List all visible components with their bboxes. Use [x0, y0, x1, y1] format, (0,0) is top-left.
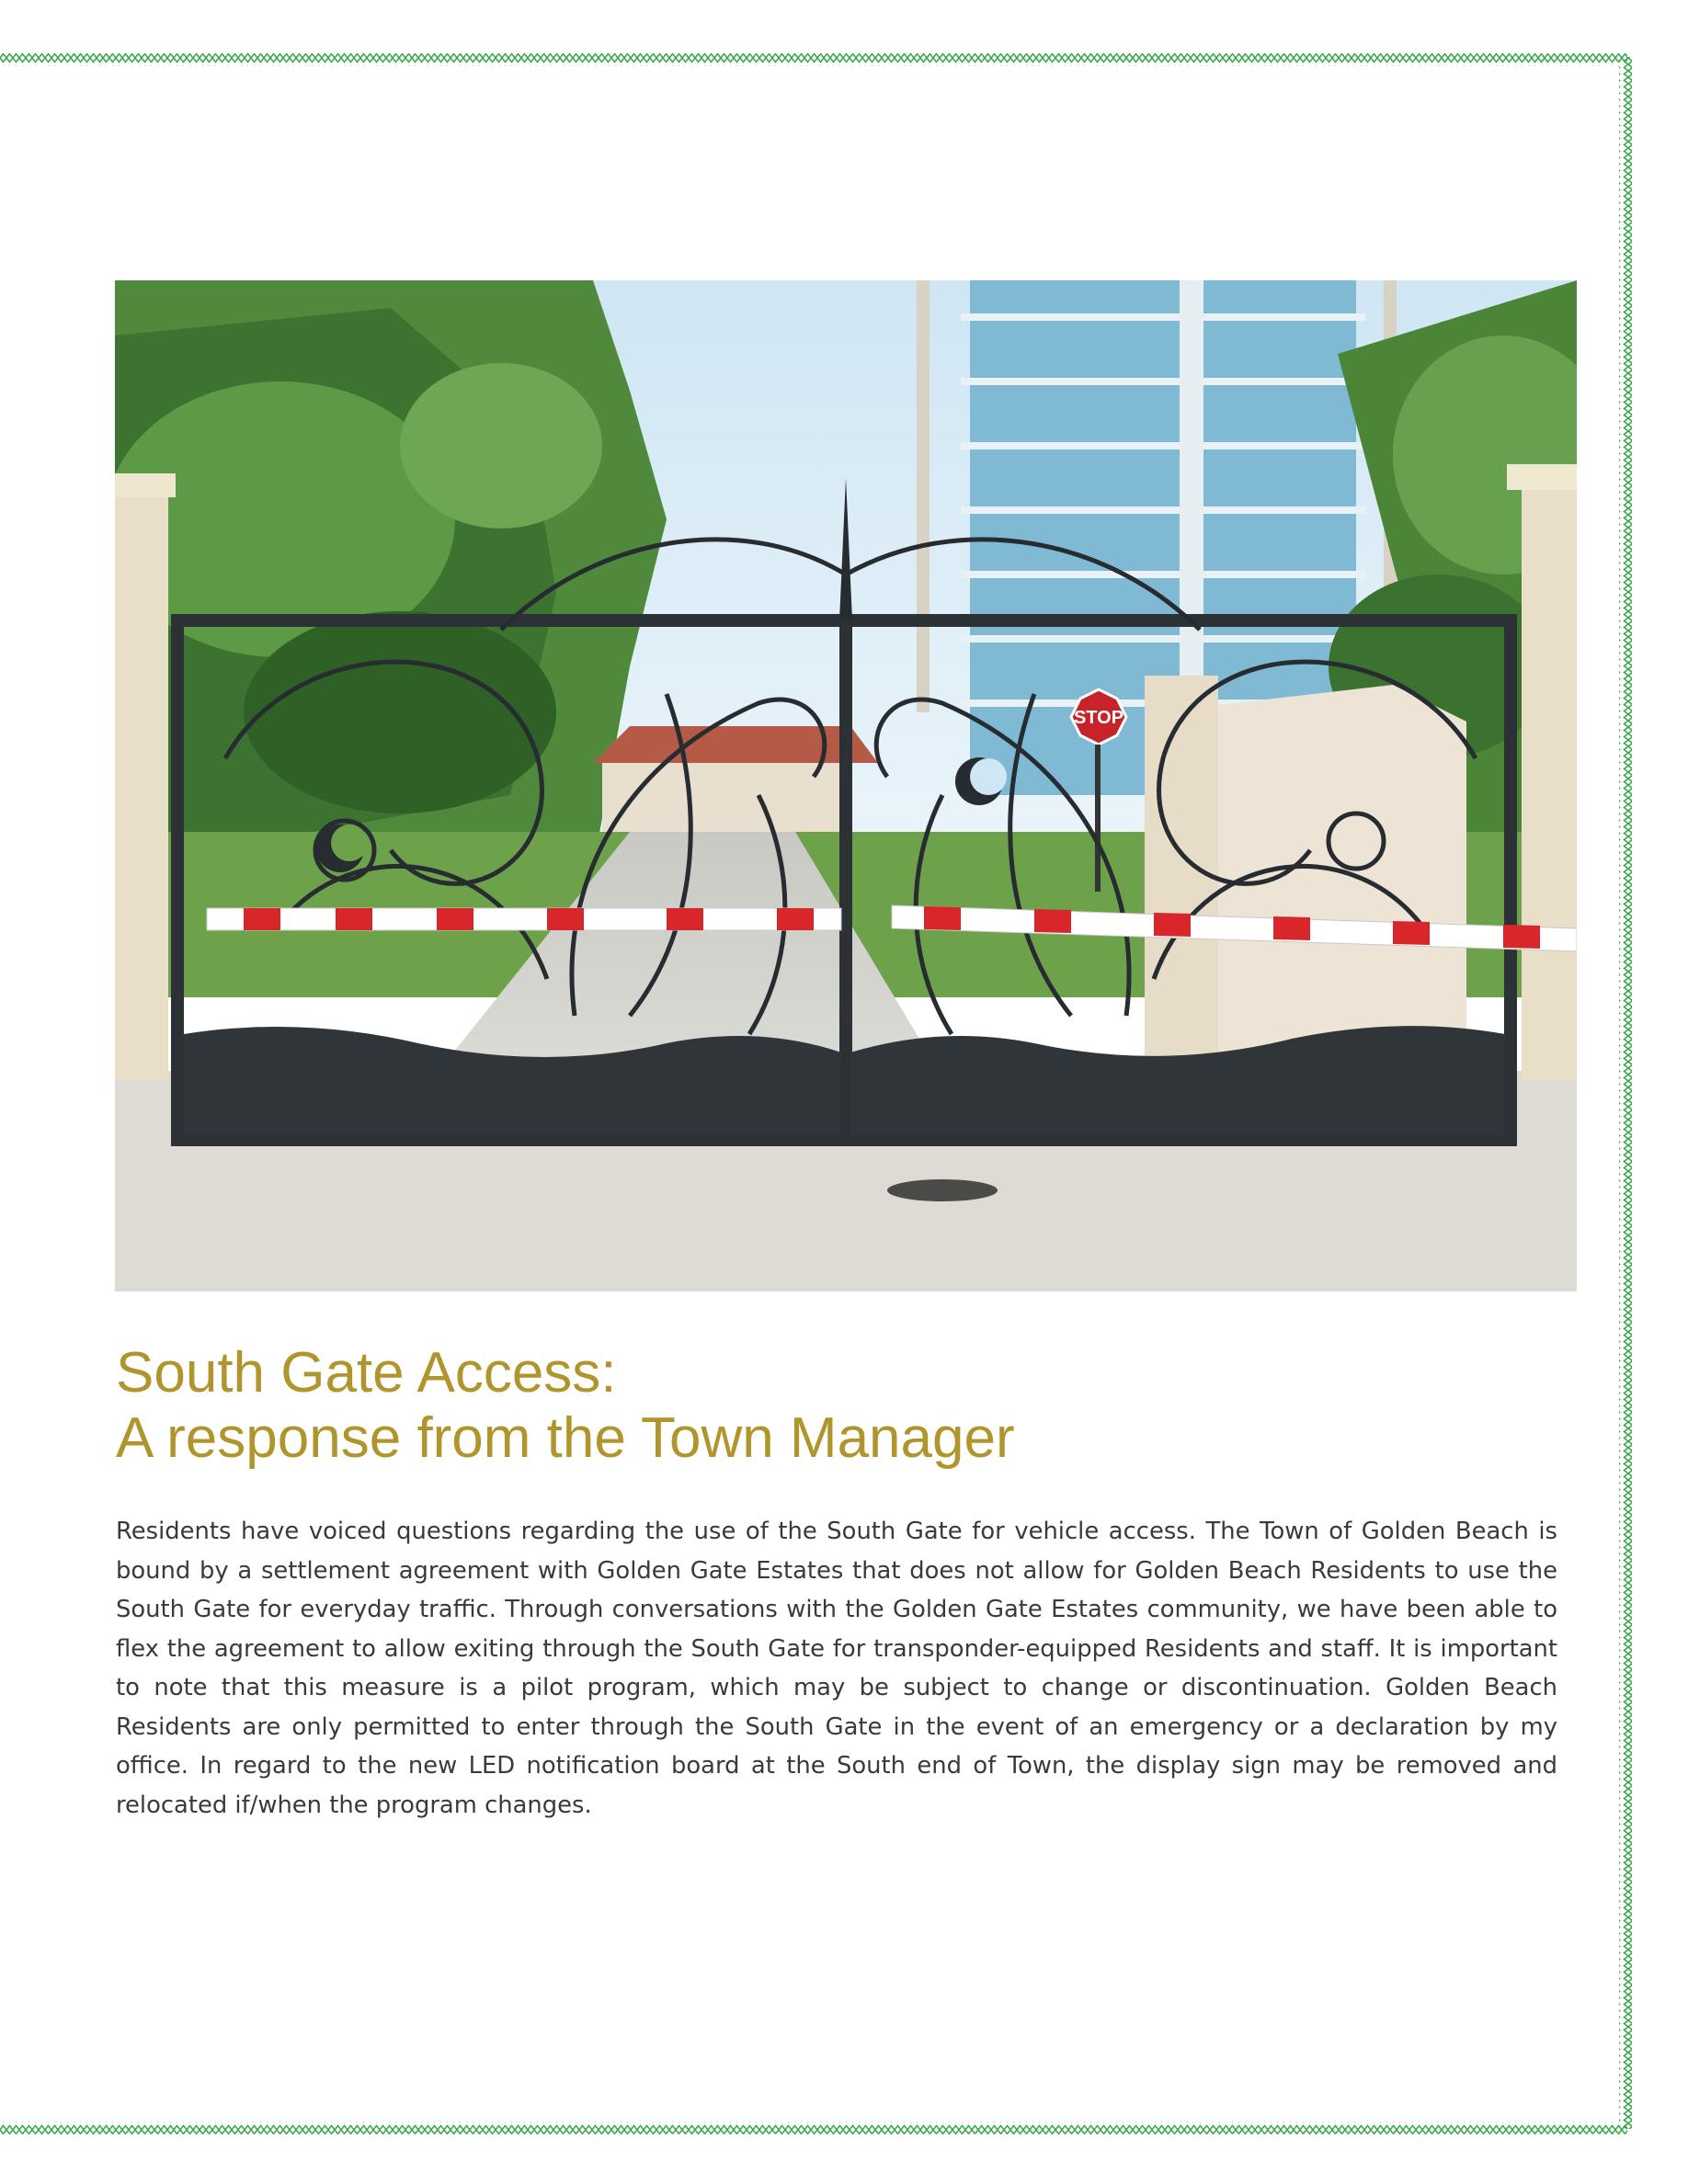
article-title-line-2: A response from the Town Manager [116, 1406, 1015, 1470]
border-right [1619, 57, 1632, 2129]
article-body: Residents have voiced questions regarding the use of the South Gate for vehicle access. The Town of Golden Beach is bound by a settlement agreement with Golden Gate Estates that does not allow for Golden Beach Residents to use the South Gate for everyday traffic. Through conversations with the Golden Gate Estates community, we have been able to flex the agreement to allow exiting through the South Gate for transponder-equipped Residents and staff. It is important to note that this measure is a pilot program, which may be subject to change or discontinuation. Golden Beach Residents are only permitted to enter through the South Gate in the event of an emergency or a declaration by my office. In regard to the new LED notification board at the South end of Town, the display sign may be removed and relocated if/when the program changes. [116, 1518, 1557, 1819]
south-gate-photo [115, 280, 1577, 1291]
border-top [0, 53, 1627, 66]
border-bottom [0, 2121, 1627, 2134]
stop-sign-text: STOP [1073, 708, 1124, 728]
article-title-line-1: South Gate Access: [116, 1341, 617, 1405]
article-title [116, 1340, 1578, 1471]
